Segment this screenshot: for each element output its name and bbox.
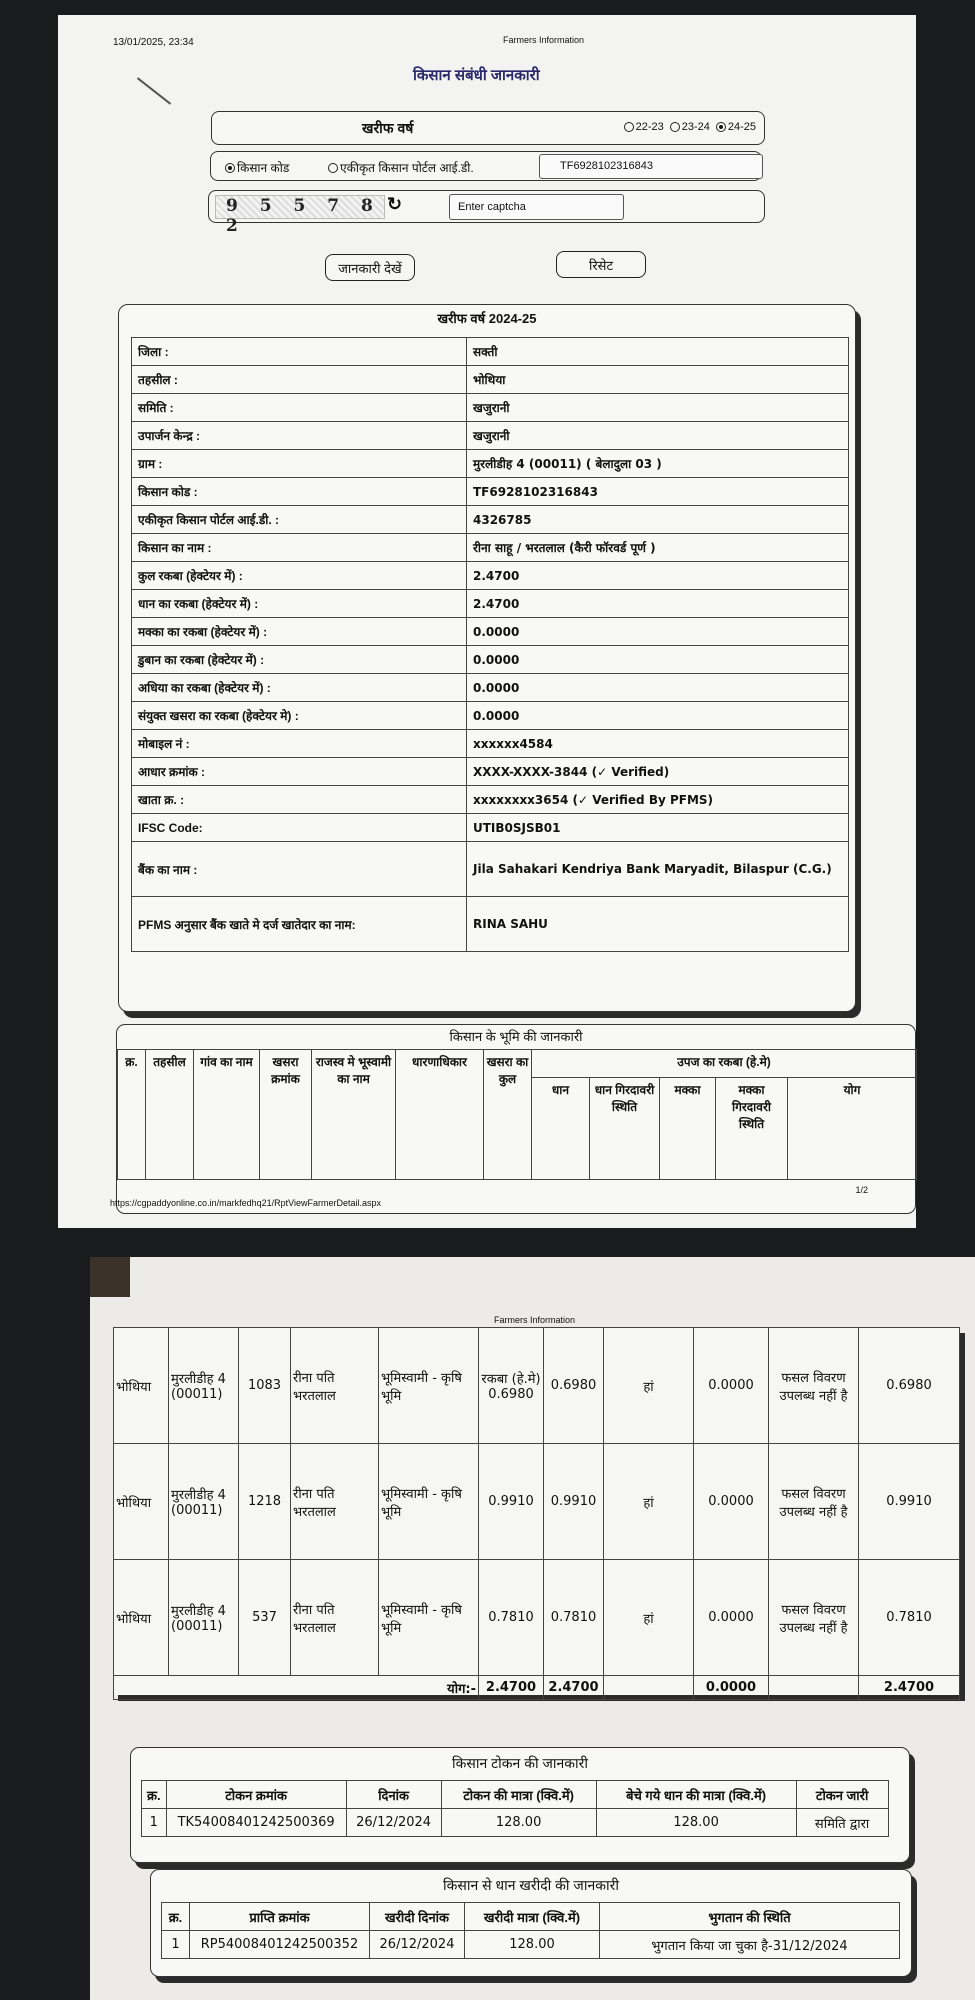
cell-area: 0.7810 [479,1560,544,1676]
table-row [132,646,849,674]
cell-status: हां [604,1328,694,1444]
page-url: https://cgpaddyonline.co.in/markfedhq21/RptViewFarmerDetail.aspx [110,1198,381,1208]
purchase-col-date: खरीदी दिनांक [370,1903,465,1931]
cell-maize: 0.0000 [694,1444,769,1560]
table-row [132,814,849,842]
info-value: RINA SAHU [467,897,849,952]
table-row [114,1328,960,1444]
table-row [132,897,849,952]
radio-icon [670,122,680,132]
token-info-card [130,1747,910,1863]
farmer-code-input[interactable]: TF6928102316843 [539,154,763,179]
col-maize-status: मक्का गिरदावरी स्थिति [716,1078,788,1180]
cell-tehsil: भोथिया [114,1444,169,1560]
table-row [132,702,849,730]
total-area: 2.4700 [479,1676,544,1700]
info-key: किसान कोड : [132,478,467,506]
document-page-1 [58,15,916,1228]
cell-total: 0.9910 [859,1444,960,1560]
farmer-info-table [131,337,849,952]
col-tehsil: तहसील [146,1050,194,1180]
info-key: ग्राम : [132,450,467,478]
farmer-info-card [118,304,856,1012]
cell-maize: 0.0000 [694,1560,769,1676]
land-detail-table-wrap [113,1327,960,1695]
cell-total: 0.6980 [859,1328,960,1444]
table-row [132,422,849,450]
token-table [141,1780,889,1837]
table-row [132,506,849,534]
info-value: खजुरानी [467,422,849,450]
info-value: xxxxxx4584 [467,730,849,758]
col-holder: धारणाधिकार [396,1050,484,1180]
radio-portal-id[interactable]: एकीकृत किसान पोर्टल आई.डी. [328,159,474,176]
total-sum: 2.4700 [859,1676,960,1700]
cell-paddy: 0.6980 [544,1328,604,1444]
cell-tehsil: भोथिया [114,1328,169,1444]
info-key: किसान का नाम : [132,534,467,562]
cell-village: मुरलीडीह 4 (00011) [169,1560,239,1676]
info-key: उपार्जन केन्द्र : [132,422,467,450]
purchase-table [161,1902,900,1959]
purchase-info-card [150,1869,912,1977]
purchase-sn: 1 [162,1931,190,1959]
cell-paddy: 0.7810 [544,1560,604,1676]
area-header-label: रकबा (हे.मे) [481,1372,541,1387]
page-number: 1/2 [855,1185,868,1195]
token-issued: समिति द्वारा [796,1809,888,1837]
print-header-title: Farmers Information [494,1315,576,1325]
info-key: जिला : [132,338,467,366]
cell-maize: 0.0000 [694,1328,769,1444]
info-key: अधिया का रकबा (हेक्टेयर में) : [132,674,467,702]
token-card-title: किसान टोकन की जानकारी [451,1755,588,1771]
col-paddy: धान [532,1078,590,1180]
table-row [114,1444,960,1560]
purchase-col-qty: खरीदी मात्रा (क्वि.में) [465,1903,600,1931]
cell-status: हां [604,1560,694,1676]
cell-area: 0.9910 [479,1444,544,1560]
table-row [132,590,849,618]
token-number: TK54008401242500369 [166,1809,346,1837]
info-value: 0.0000 [467,618,849,646]
info-key: तहसील : [132,366,467,394]
cell-total: 0.7810 [859,1560,960,1676]
year-selector-panel [211,111,765,145]
table-row [132,758,849,786]
cell-paddy: 0.9910 [544,1444,604,1560]
col-khasra: खसरा क्रमांक [260,1050,312,1180]
info-value: मुरलीडीह 4 (00011) ( बेलादुला 03 ) [467,450,849,478]
total-paddy: 2.4700 [544,1676,604,1700]
table-row [132,534,849,562]
token-sn: 1 [142,1809,167,1837]
purchase-col-number: प्राप्ति क्रमांक [190,1903,370,1931]
info-value: रीना साहू / भरतलाल (कैरी फॉरवर्ड पूर्ण ) [467,534,849,562]
info-value: सक्ती [467,338,849,366]
info-key: कुल रकबा (हेक्टेयर में) : [132,562,467,590]
purchase-qty: 128.00 [465,1931,600,1959]
info-key: समिति : [132,394,467,422]
radio-icon [624,122,634,132]
year-radio-23-24[interactable]: 23-24 [670,121,710,133]
info-value: 0.0000 [467,674,849,702]
radio-selected-icon [716,122,726,132]
info-key: PFMS अनुसार बैंक खाते मे दर्ज खातेदार का नाम: [132,897,467,952]
table-row [132,366,849,394]
document-page-2 [90,1257,975,2000]
purchase-number: RP54008401242500352 [190,1931,370,1959]
cell-holder: भूमिस्वामी - कृषि भूमि [379,1444,479,1560]
col-sn: क्र. [118,1050,146,1180]
table-row [132,562,849,590]
cell-khasra: 537 [239,1560,291,1676]
token-col-issued: टोकन जारी [796,1781,888,1809]
col-total: योग [788,1078,917,1180]
token-sold: 128.00 [596,1809,796,1837]
table-row [132,674,849,702]
radio-farmer-code[interactable]: किसान कोड [225,159,289,176]
cell-owner: रीना पति भरतलाल [291,1328,379,1444]
table-row [132,478,849,506]
total-maize-status-empty [769,1676,859,1700]
info-card-title: खरीफ वर्ष 2024-25 [437,311,537,326]
info-value: 4326785 [467,506,849,534]
col-khasra-total: खसरा का कुल [484,1050,532,1180]
info-value: XXXX-XXXX-3844 (✓ Verified) [467,758,849,786]
total-maize: 0.0000 [694,1676,769,1700]
year-label: खरीफ वर्ष [362,120,414,136]
purchase-payment: भुगतान किया जा चुका है-31/12/2024 [600,1931,900,1959]
land-info-card [116,1024,916,1214]
total-status-empty [604,1676,694,1700]
cell-village: मुरलीडीह 4 (00011) [169,1328,239,1444]
col-village: गांव का नाम [194,1050,260,1180]
land-info-table [117,1049,917,1180]
photo-background-corner [90,1257,130,1297]
table-row [132,394,849,422]
token-col-date: दिनांक [346,1781,441,1809]
info-value: 2.4700 [467,590,849,618]
info-key: धान का रकबा (हेक्टेयर में) : [132,590,467,618]
purchase-col-payment: भुगतान की स्थिति [600,1903,900,1931]
cell-khasra: 1083 [239,1328,291,1444]
info-value: भोथिया [467,366,849,394]
table-row [114,1560,960,1676]
table-row [132,842,849,897]
info-value: Jila Sahakari Kendriya Bank Maryadit, Bilaspur (C.G.) [467,842,849,897]
table-row [162,1931,900,1959]
token-col-sold: बेचे गये धान की मात्रा (क्वि.में) [596,1781,796,1809]
token-col-qty: टोकन की मात्रा (क्वि.में) [441,1781,596,1809]
info-key: आधार क्रमांक : [132,758,467,786]
code-type-panel [210,151,762,181]
cell-maize-status: फसल विवरण उपलब्ध नहीं है [769,1560,859,1676]
cell-tehsil: भोथिया [114,1560,169,1676]
land-card-title: किसान के भूमि की जानकारी [449,1029,583,1044]
cell-holder: भूमिस्वामी - कृषि भूमि [379,1560,479,1676]
pen-mark [137,77,171,104]
print-datetime: 13/01/2025, 23:34 [113,37,194,48]
cell-village: मुरलीडीह 4 (00011) [169,1444,239,1560]
table-row [132,338,849,366]
col-crop-area: उपज का रकबा (हे.मे) [532,1050,917,1078]
totals-label: योग:- [114,1676,479,1700]
info-value: खजुरानी [467,394,849,422]
radio-icon [328,163,338,173]
purchase-card-title: किसान से धान खरीदी की जानकारी [443,1877,619,1893]
cell-owner: रीना पति भरतलाल [291,1560,379,1676]
purchase-col-sn: क्र. [162,1903,190,1931]
table-row [132,618,849,646]
land-detail-table [113,1327,960,1700]
area-value: 0.6980 [488,1387,534,1402]
captcha-image: 9 5 5 7 8 2 [215,195,385,219]
col-paddy-status: धान गिरदावरी स्थिति [590,1078,660,1180]
cell-maize-status: फसल विवरण उपलब्ध नहीं है [769,1444,859,1560]
cell-khasra: 1218 [239,1444,291,1560]
table-row [132,450,849,478]
cell-maize-status: फसल विवरण उपलब्ध नहीं है [769,1328,859,1444]
cell-status: हां [604,1444,694,1560]
view-info-button[interactable]: जानकारी देखें [325,254,415,281]
refresh-icon[interactable]: ↻ [387,194,403,214]
table-row [132,730,849,758]
info-key: IFSC Code: [132,814,467,842]
cell-holder: भूमिस्वामी - कृषि भूमि [379,1328,479,1444]
info-value: 0.0000 [467,702,849,730]
info-key: एकीकृत किसान पोर्टल आई.डी. : [132,506,467,534]
reset-button[interactable]: रिसेट [556,251,646,278]
year-radio-24-25[interactable]: 24-25 [716,121,756,133]
cell-area [479,1328,544,1444]
purchase-date: 26/12/2024 [370,1931,465,1959]
info-value: 2.4700 [467,562,849,590]
info-key: संयुक्त खसरा का रकबा (हेक्टेयर मे) : [132,702,467,730]
info-key: डुबान का रकबा (हेक्टेयर में) : [132,646,467,674]
token-col-number: टोकन क्रमांक [166,1781,346,1809]
token-qty: 128.00 [441,1809,596,1837]
table-row [142,1809,889,1837]
col-maize: मक्का [660,1078,716,1180]
totals-row [114,1676,960,1700]
captcha-input[interactable]: Enter captcha [449,194,624,220]
year-radio-22-23[interactable]: 22-23 [624,121,664,133]
info-key: मोबाइल नं : [132,730,467,758]
radio-selected-icon [225,163,235,173]
print-header-title: Farmers Information [503,35,585,45]
table-row [132,786,849,814]
info-key: बैंक का नाम : [132,842,467,897]
year-radio-group [624,121,756,133]
cell-owner: रीना पति भरतलाल [291,1444,379,1560]
info-value: TF6928102316843 [467,478,849,506]
info-key: मक्का का रकबा (हेक्टेयर में) : [132,618,467,646]
token-col-sn: क्र. [142,1781,167,1809]
info-value: UTIB0SJSB01 [467,814,849,842]
captcha-panel [208,190,765,236]
info-value: 0.0000 [467,646,849,674]
page-title: किसान संबंधी जानकारी [413,67,540,84]
col-owner: राजस्व मे भूस्वामी का नाम [312,1050,396,1180]
info-key: खाता क्र. : [132,786,467,814]
info-value: xxxxxxxx3654 (✓ Verified By PFMS) [467,786,849,814]
token-date: 26/12/2024 [346,1809,441,1837]
